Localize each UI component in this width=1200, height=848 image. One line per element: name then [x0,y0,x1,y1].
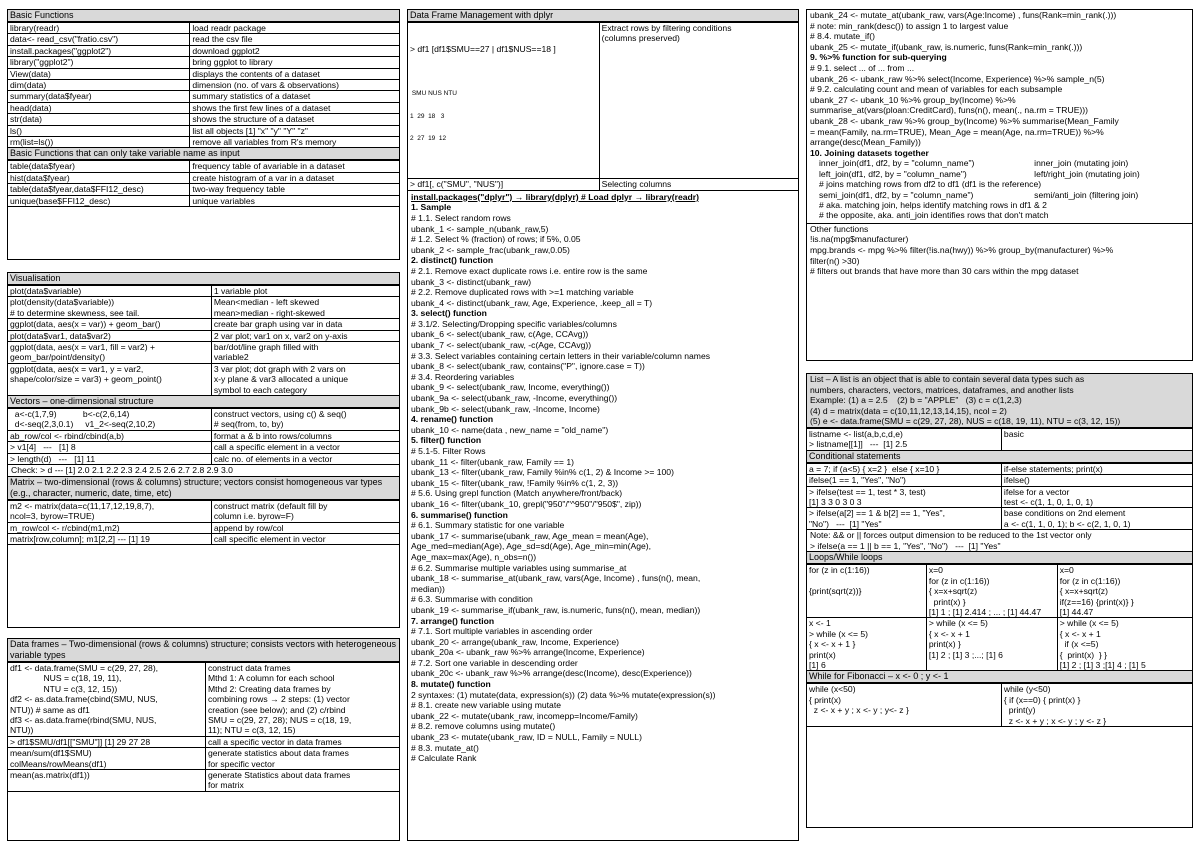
df-desc: generate Statistics about data frames for matrix [205,770,399,792]
dplyr-line: ubank_9 <- select(ubank_raw, Income, everything()) [411,382,610,393]
fib-while-y-cell: while (y<50) { if (x==0) { print(x) } print(y) z <- x + y ; x <- y ; y <- z } [1001,684,1192,727]
dplyr-line: ubank_1 <- sample_n(ubank_raw,5) [411,223,549,234]
cond-code: a = 7; if (a<5) { x=2 } else { x=10 } [807,463,1001,474]
list-intro-line: (4) d = matrix(data = c(10,11,12,13,14,15), ncol = 2) [810,405,1007,416]
df-row [8,770,399,792]
dplyr-line: ubank_19 <- summarise_if(ubank_raw, is.numeric, funs(n(), mean, median)) [411,604,701,615]
dplyr-line: ubank_25 <- mutate_if(ubank_raw, is.numeric, funs(Rank=min_rank(.))) [810,41,1083,52]
joins-table [817,158,1188,220]
basic-code: dim(data) [8,80,190,91]
basic-desc: shows the structure of a dataset [190,114,399,125]
matrix-row [8,500,399,522]
vector-row [8,430,399,441]
cond-desc: base conditions on 2nd element a <- c(1, 1, 0, 1); b <- c(2, 1, 0, 1) [1001,508,1192,530]
data-frames-table [8,662,399,792]
df-code: > df1$SMU/df1[["SMU"]] [1] 29 27 28 [8,736,205,747]
matrix-desc: call specific element in vector [211,533,399,544]
dplyr-line: # Calculate Rank [411,753,477,764]
dplyr-line: 10. Joining datasets together [810,147,929,158]
basic-varname-code: hist(data$fyear) [8,172,190,183]
dplyr-line: ubank_15 <- filter(ubank_raw, !Family %in% c(1, 2, 3)) [411,477,619,488]
dplyr-line: # 3.3. Select variables containing certain letters in their variable/column names [411,350,711,361]
data-frames-box [7,638,400,841]
cond-code: > ifelse(test == 1, test * 3, test) [1] 3 3 0 3 0 3 [807,486,1001,508]
basic-code: str(data) [8,114,190,125]
basic-functions-title: Basic Functions [8,10,399,22]
vis-row [8,297,399,319]
list-intro-line: List – A list is an object that is able to contain several data types such as [810,374,1085,384]
vector-code: a<-c(1,7,9) b<-c(2,6,14) d<-seq(2,3,0.1) v1_2<-seq(2,10,2) [8,409,211,431]
dplyr-line: Age_max=max(Age), n_obs=n()) [411,551,537,562]
basic-row [8,23,399,34]
loops-table [807,564,1192,671]
vis-code: ggplot(data, aes(x = var1, y = var2, shape/color/size = var3) + geom_point() [8,363,211,395]
filter-output-line: 1 29 18 3 [410,112,445,120]
vector-row [8,409,399,431]
vector-desc: call a specific element in a vector [211,442,399,453]
dplyr-line: Age_med=median(Age), Age_sd=sd(Age), Age_min=min(Age), [411,541,652,552]
basic-row [8,68,399,79]
list-desc-cell: basic [1001,428,1192,450]
other-line: # filters out brands that have more than 30 cars within the mpg dataset [810,266,1079,277]
cond-code: ifelse(1 == 1, "Yes", "No") [807,475,1001,486]
filter-desc-cell: Extract rows by filtering conditions (columns preserved) [599,23,798,179]
basic-code: rm(list=ls()) [8,137,190,148]
dplyr-line: ubank_16 <- filter(ubank_10, grepl("950"/"^950"/"950$", zip)) [411,498,642,509]
join-row [817,169,1188,179]
basic-desc: summary statistics of a dataset [190,91,399,102]
basic-varname-desc: frequency table of avariable in a dataset [190,161,399,172]
other-line: filter(n() >30) [810,255,860,266]
dplyr-continued-box [806,9,1193,361]
basic-code: summary(data$fyear) [8,91,190,102]
vis-row [8,330,399,341]
cond-row [807,486,1192,508]
list-intro [807,374,1192,428]
vector-code: > length(d) --- [1] 11 [8,453,211,464]
basic-varname-desc: create histogram of a var in a dataset [190,172,399,183]
basic-desc: download ggplot2 [190,45,399,56]
basic-desc: dimension (no. of vars & observations) [190,80,399,91]
join-row [817,210,1188,220]
dplyr-line: summarise_at(vars(ploan:CreditCard), funs(n(), mean(., na.rm = TRUE))) [810,105,1089,116]
visualisation-title: Visualisation [8,273,399,285]
conditional-note: Note: && or || forces output dimension to be reduced to the 1st vector only > ifelse(a == 1 || b == 1, "Yes", "No") --- [1] "Yes" [807,530,1192,552]
filter-output-line: SMU NUS NTU [410,90,457,98]
filter-output [410,75,597,158]
basic-row [8,137,399,148]
dplyr-install-line: install.packages("dplyr") → library(dplyr) # Load dplyr → library(readr) [411,191,699,202]
dplyr-line: # 7.1. Sort multiple variables in ascending order [411,626,593,637]
df-code: mean/sum(df1$SMU) colMeans/rowMeans(df1) [8,748,205,770]
dplyr-line: # note: min_rank(desc()) to assign 1 to largest value [810,20,1009,31]
basic-varname-row [8,195,399,206]
join-code: left_join(df1, df2, by = "column_name") [819,168,967,179]
df-desc: construct data frames Mthd 1: A column for each school Mthd 2: Creating data frames by combining rows → 2 steps: (1) vector creation (see below); and (2) c/rbind SMU = c(29, 27, 28); NUS = c(18, 19, 11); NTU = c(3, 12, 15) [205,663,399,737]
loops-title: Loops/While loops [807,552,1192,564]
visualisation-table [8,285,399,396]
loop-cell: for (z in c(1:16)) {print(sqrt(z))} [807,565,926,618]
dplyr-line: ubank_26 <- ubank_raw %>% select(Income, Experience) %>% sample_n(5) [810,73,1105,84]
basic-row [8,91,399,102]
vector-desc: calc no. of elements in a vector [211,453,399,464]
basic-row [8,34,399,45]
basic-code: View(data) [8,68,190,79]
dplyr-line: ubank_20 <- arrange(ubank_raw, Income, Experience) [411,636,620,647]
vis-code: plot(data$variable) [8,286,211,297]
vector-row [8,442,399,453]
basic-row [8,125,399,136]
join-desc: inner_join (mutating join) [1034,158,1129,169]
basic-code: library(readr) [8,23,190,34]
fib-while-x-cell: while (x<50) { print(x) z <- x + y ; x <- y ; y<- z } [807,684,1001,727]
other-line: !is.na(mpg$manufacturer) [810,234,909,245]
df-row [8,748,399,770]
basic-varname-row [8,172,399,183]
loop-cell: > while (x <= 5) { x <- x + 1 print(x) } [1] 2 ; [1] 3 ;...; [1] 6 [926,618,1057,671]
filter-code: > df1 [df1$SMU==27 | df1$NUS==18 ] [410,43,556,54]
dplyr-line: ubank_11 <- filter(ubank_raw, Family == 1) [411,456,574,467]
cond-row [807,475,1192,486]
basic-code: ls() [8,125,190,136]
basic-row [8,80,399,91]
dplyr-continued-lines [807,10,1192,158]
dplyr-line: # 9.1. select ... of ... from ... [810,62,915,73]
join-comment: # aka. matching join, helps identify matching rows in df1 & 2 [819,199,1047,210]
df-row [8,663,399,737]
dplyr-line: # 8.2. remove columns using mutate() [411,721,556,732]
dplyr-line: 6. summarise() function [411,509,508,520]
matrix-code: matrix[row,column]; m1[2,2] --- [1] 19 [8,533,211,544]
dplyr-line: ubank_9a <- select(ubank_raw, -Income, everything()) [411,393,618,404]
vis-row [8,319,399,330]
dplyr-line: # 2.1. Remove exact duplicate rows i.e. entire row is the same [411,265,648,276]
vector-check-line: Check: > d --- [1] 2.0 2.1 2.2 2.3 2.4 2.5 2.6 2.7 2.8 2.9 3.0 [8,465,399,477]
dplyr-title: Data Frame Management with dplyr [408,10,798,22]
loop-row [807,618,1192,671]
basic-code: install.packages("ggplot2") [8,45,190,56]
dplyr-line: median)) [411,583,445,594]
list-intro-line: Example: (1) a = 2.5 (2) b = "APPLE" (3) c = c(1,2,3) [810,395,1022,406]
matrix-title: Matrix – two-dimensional (rows & columns) structure; vectors consist homogeneous var types (e.g., character, numeric, date, time, etc) [8,477,399,500]
vis-code: ggplot(data, aes(x = var1, fill = var2) + geom_bar/point/density() [8,342,211,364]
join-row [817,158,1188,168]
basic-desc: bring ggplot to library [190,57,399,68]
basic-functions-box [7,9,400,260]
dplyr-line: ubank_28 <- ubank_raw %>% group_by(Income) %>% summarise(Mean_Family [810,115,1119,126]
matrix-desc: construct matrix (default fill by column i.e. byrow=F) [211,500,399,522]
list-intro-line: numbers, characters, vectors, matrices, dataframes, and another lists [810,384,1074,395]
matrix-table [8,500,399,546]
vis-code: plot(density(data$variable)) # to determine skewness, see tail. [8,297,211,319]
vector-desc: format a & b into rows/columns [211,430,399,441]
vis-code: plot(data$var1, data$var2) [8,330,211,341]
basic-desc: displays the contents of a dataset [190,68,399,79]
join-comment: # the opposite, aka. anti_join identifies rows that don't match [819,210,1049,221]
fibonacci-title: While for Fibonacci – x <- 0 ; y <- 1 [807,671,1192,683]
vis-desc: create bar graph using var in data [211,319,399,330]
vector-code: ab_row/col <- rbind/cbind(a,b) [8,430,211,441]
join-code: semi_join(df1, df2, by = "column_name") [819,189,974,200]
dplyr-lines [408,191,798,764]
dplyr-line: 8. mutate() function [411,679,491,690]
loop-cell: x <- 1 > while (x <= 5) { x <- x + 1 } print(x) [1] 6 [807,618,926,671]
dplyr-line: 2. distinct() function [411,255,494,266]
other-functions-title: Other functions [810,223,869,234]
cond-row [807,463,1192,474]
basic-desc: list all objects [1] "x" "y" "Y" "z" [190,125,399,136]
dplyr-line: ubank_13 <- filter(ubank_raw, Family %in% c(1, 2) & Income >= 100) [411,467,674,478]
dplyr-line: # 3.1/2. Selecting/Dropping specific variables/columns [411,318,617,329]
vectors-table [8,408,399,465]
basic-desc: load readr package [190,23,399,34]
basic-code: data<- read_csv("fratio.csv") [8,34,190,45]
list-box [806,373,1193,828]
list-table [807,428,1192,451]
loop-cell: > while (x <= 5) { x <- x + 1 if (x <=5) { print(x) } } [1] 2 ; [1] 3 ;[1] 4 ; [1] 5 [1057,618,1192,671]
dplyr-line: ubank_7 <- select(ubank_raw, -c(Age, CCAvg)) [411,340,592,351]
dplyr-line: # 5.6. Using grepl function (Match anywhere/front/back) [411,488,623,499]
dplyr-line: # 9.2. calculating count and mean of variables for each subsample [810,84,1063,95]
list-intro-line: (5) e <- data.frame(SMU = c(29, 27, 28), NUS = c(18, 19, 11), NTU = c(3, 12, 15)) [810,416,1121,427]
vis-desc: 2 var plot; var1 on x, var2 on y-axis [211,330,399,341]
basic-desc: remove all variables from R's memory [190,137,399,148]
dplyr-line: # 5.1-5. Filter Rows [411,446,486,456]
dplyr-line: ubank_20c <- ubank_raw %>% arrange(desc(Income), desc(Experience)) [411,668,692,679]
vector-row [8,453,399,464]
vis-row [8,286,399,297]
vis-desc: bar/dot/line graph filled with variable2 [211,342,399,364]
vector-desc: construct vectors, using c() & seq() # seq(from, to, by) [211,409,399,431]
data-frames-title: Data frames – Two-dimensional (rows & columns) structure; consists vectors with heterogeneous variable types [8,639,399,662]
dplyr-line: 7. arrange() function [411,615,495,626]
cond-desc: ifelse for a vector test <- c(1, 1, 0, 1, 0, 1) [1001,486,1192,508]
df-code: df1 <- data.frame(SMU = c(29, 27, 28), NUS = c(18, 19, 11), NTU = c(3, 12, 15)) df2 <- as.data.frame(cbind(SMU, NUS, NTU)) # same as df1 df3 <- as.data.frame(rbind(SMU, NUS, NTU)) [8,663,205,737]
vis-desc: 3 var plot; dot graph with 2 vars on x-y plane & var3 allocated a unique symbol to each category [211,363,399,395]
basic-varname-row [8,184,399,195]
dplyr-box [407,9,799,841]
basic-row [8,102,399,113]
join-row [817,190,1188,200]
df-row [8,736,399,747]
basic-varname-code: unique(base$FFI12_desc) [8,195,190,206]
df-desc: generate statistics about data frames for specific vector [205,748,399,770]
dplyr-line: ubank_9b <- select(ubank_raw, -Income, Income) [411,403,600,414]
cond-row [807,508,1192,530]
basic-desc: read the csv file [190,34,399,45]
dplyr-line: ubank_10 <- name(data , new_name = "old_name") [411,424,609,435]
dplyr-line: 2 syntaxes: (1) mutate(data, expression(s)) (2) data %>% mutate(expression(s)) [411,689,716,700]
loop-cell: x=0 for (z in c(1:16)) { x=x+sqrt(z) if(z==16) {print(x)} } [1] 44.47 [1057,565,1192,618]
dplyr-line: # 6.1. Summary statistic for one variable [411,520,565,531]
vis-code: ggplot(data, aes(x = var)) + geom_bar() [8,319,211,330]
dplyr-line: # 8.4. mutate_if() [810,31,875,42]
basic-row [8,114,399,125]
dplyr-line: ubank_20a <- ubank_raw %>% arrange(Income, Experience) [411,647,645,658]
dplyr-line: ubank_18 <- summarise_at(ubank_raw, vars(Age, Income) , funs(n(), mean, [411,573,701,584]
filter-code-cell [408,23,599,179]
dplyr-line: # 7.2. Sort one variable in descending order [411,657,578,668]
matrix-row [8,533,399,544]
dplyr-line: ubank_24 <- mutate_at(ubank_raw, vars(Age:Income) , funs(Rank=min_rank(.))) [810,10,1117,20]
dplyr-line: ubank_6 <- select(ubank_raw, c(Age, CCAvg)) [411,329,589,340]
basic-varname-row [8,161,399,172]
visualisation-box [7,272,400,628]
join-desc: left/right_join (mutating join) [1034,168,1140,179]
basic-functions-table [8,22,399,148]
dplyr-line: # 1.1. Select random rows [411,212,511,223]
basic-varname-title: Basic Functions that can only take variable name as input [8,148,399,160]
basic-desc: shows the first few lines of a dataset [190,102,399,113]
vis-desc: Mean<median - left skewed mean>median - right-skewed [211,297,399,319]
basic-code: head(data) [8,102,190,113]
dplyr-filter-table [408,22,798,191]
dplyr-line: ubank_4 <- distinct(ubank_raw, Age, Experience, .keep_all = T) [411,297,653,308]
basic-row [8,57,399,68]
list-code-cell: listname <- list(a,b,c,d,e) > listname[[1]] --- [1] 2.5 [807,428,1001,450]
dplyr-line: 3. select() function [411,308,487,319]
conditional-title: Conditional statements [807,451,1192,463]
join-desc: semi/anti_join (filtering join) [1034,189,1139,200]
dplyr-line: ubank_8 <- select(ubank_raw, contains("P", ignore.case = T)) [411,361,645,372]
join-row [817,179,1188,189]
dplyr-line: 1. Sample [411,202,452,213]
matrix-row [8,522,399,533]
basic-varname-desc: unique variables [190,195,399,206]
join-comment: # joins matching rows from df2 to df1 (df1 is the reference) [819,179,1042,190]
basic-varname-desc: two-way frequency table [190,184,399,195]
df-code: mean(as.matrix(df1)) [8,770,205,792]
basic-varname-code: table(data$fyear) [8,161,190,172]
dplyr-line: arrange(desc(Mean_Family)) [810,137,921,148]
dplyr-line: ubank_27 <- ubank_10 %>% group_by(Income) %>% [810,94,1016,105]
cond-desc: ifelse() [1001,475,1192,486]
vector-code: > v1[4] --- [1] 8 [8,442,211,453]
dplyr-line: 5. filter() function [411,435,482,446]
dplyr-line: # 8.3. mutate_at() [411,742,479,753]
dplyr-line: ubank_23 <- mutate(ubank_raw, ID = NULL, Family = NULL) [411,732,642,743]
other-line: mpg.brands <- mpg %>% filter(!is.na(hwy)) %>% group_by(manufacturer) %>% [810,244,1114,255]
dplyr-line: # 6.3. Summarise with condition [411,594,533,605]
vis-row [8,342,399,364]
matrix-code: m_row/col <- r/cbind(m1,m2) [8,522,211,533]
basic-row [8,45,399,56]
dplyr-line: = mean(Family, na.rm=TRUE), Mean_Age = mean(Age, na.rm=TRUE)) %>% [810,126,1104,137]
dplyr-line: 4. rename() function [411,414,494,425]
vis-desc: 1 variable plot [211,286,399,297]
dplyr-line: ubank_22 <- mutate(ubank_raw, incomepp=Income/Family) [411,710,638,721]
matrix-code: m2 <- matrix(data=c(11,17,12,19,8,7), ncol=3, byrow=TRUE) [8,500,211,522]
loop-cell: x=0 for (z in c(1:16)) { x=x+sqrt(z) print(x) } [1] 1 ; [1] 2.414 ; ... ; [1] 44.47 [926,565,1057,618]
cond-desc: if-else statements; print(x) [1001,463,1192,474]
filter-output-line: 2 27 19 12 [410,135,447,143]
dplyr-line: # 6.2. Summarise multiple variables using summarise_at [411,562,627,573]
dplyr-line: # 3.4. Reordering variables [411,371,515,382]
matrix-desc: append by row/col [211,522,399,533]
other-functions [807,223,1192,277]
select-code-cell: > df1[, c("SMU", "NUS")] [408,179,599,190]
vis-row [8,363,399,395]
basic-varname-code: table(data$fyear,data$FFI12_desc) [8,184,190,195]
dplyr-line: ubank_17 <- summarise(ubank_raw, Age_mean = mean(Age), [411,530,649,541]
basic-varname-table [8,160,399,207]
join-code: inner_join(df1, df2, by = "column_name") [819,158,975,169]
conditional-table [807,463,1192,530]
dplyr-line: # 2.2. Remove duplicated rows with >=1 matching variable [411,287,634,298]
fibonacci-table [807,683,1192,727]
vectors-title: Vectors – one-dimensional structure [8,396,399,408]
dplyr-line: ubank_2 <- sample_frac(ubank_raw,0.05) [411,244,570,255]
df-desc: call a specific vector in data frames [205,736,399,747]
dplyr-line: ubank_3 <- distinct(ubank_raw) [411,276,532,287]
select-desc-cell: Selecting columns [599,179,798,190]
dplyr-line: # 8.1. create new variable using mutate [411,700,562,711]
join-row [817,200,1188,210]
loop-row [807,565,1192,618]
dplyr-line: 9. %>% function for sub-querying [810,52,947,63]
cond-code: > ifelse(a[2] == 1 & b[2] == 1, "Yes", "No") --- [1] "Yes" [807,508,1001,530]
basic-code: library("ggplot2") [8,57,190,68]
dplyr-line: # 1.2. Select % (fraction) of rows; if 5%, 0.05 [411,234,581,245]
